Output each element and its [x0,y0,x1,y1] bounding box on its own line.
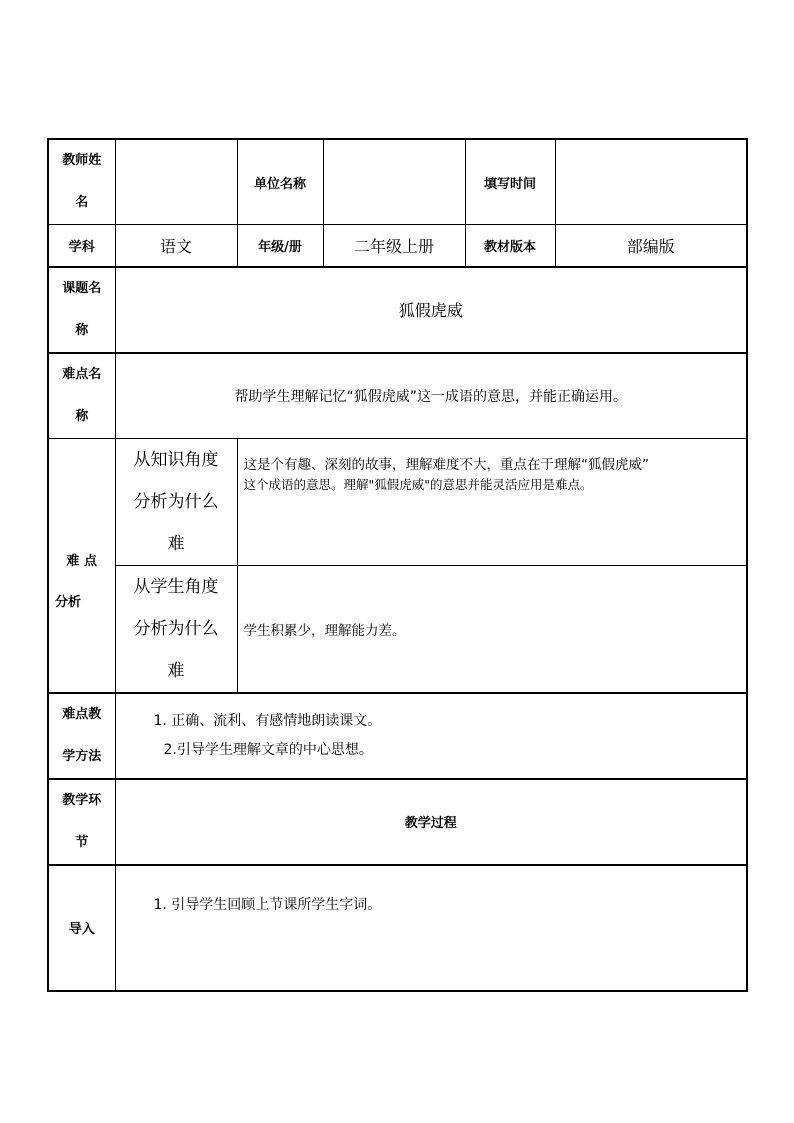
grade-label: 年级/册 [237,225,323,267]
teacher-name-value[interactable] [115,139,237,225]
unit-name-label: 单位名称 [237,139,323,225]
unit-name-value[interactable] [323,139,465,225]
method-label: 难点教 学方法 [48,693,115,779]
fill-time-label: 填写时间 [465,139,555,225]
student-angle-text: 学生积累少，理解能力差。 [237,565,747,693]
knowledge-angle-heading: 从知识角度 分析为什么 难 [115,438,237,565]
intro-content [115,865,747,991]
lesson-plan-table [47,138,748,992]
knowledge-angle-text: 这是个有趣、深刻的故事，理解难度不大，重点在于理解“狐假虎威” 这个成语的意思。理解"狐假虎威"的意思并能灵活应用是难点。 [237,438,747,565]
row-difficulty [48,353,747,439]
method-item: 1. 正确、流利、有感情地朗读课文。 [153,712,382,729]
subject-label: 学科 [48,225,115,267]
method-list [115,693,747,779]
method-item: 2.引导学生理解文章的中心思想。 [163,741,373,758]
row-teaching-method [48,693,747,779]
topic-label: 课题名 称 [48,267,115,353]
row-teacher-info [48,139,747,225]
row-analysis-student [48,565,747,693]
intro-item: 1. 引导学生回顾上节课所学生字词。 [153,896,382,913]
edition-label: 教材版本 [465,225,555,267]
row-topic [48,267,747,353]
student-angle-heading: 从学生角度 分析为什么 难 [115,565,237,693]
teacher-name-label: 教师姓 名 [48,139,115,225]
grade-value: 二年级上册 [323,225,465,267]
row-subject-info [48,225,747,267]
row-analysis-knowledge [48,438,747,565]
row-teaching-process [48,779,747,865]
subject-value: 语文 [115,225,237,267]
edition-value: 部编版 [555,225,747,267]
process-label: 教学环 节 [48,779,115,865]
analysis-label: 难 点 分析 [48,438,115,693]
difficulty-value: 帮助学生理解记忆“狐假虎威”这一成语的意思，并能正确运用。 [115,353,747,439]
topic-value: 狐假虎威 [115,267,747,353]
row-intro [48,865,747,991]
intro-label: 导入 [48,865,115,991]
difficulty-label: 难点名 称 [48,353,115,439]
process-heading: 教学过程 [115,779,747,865]
fill-time-value[interactable] [555,139,747,225]
lesson-plan-sheet [47,138,746,992]
